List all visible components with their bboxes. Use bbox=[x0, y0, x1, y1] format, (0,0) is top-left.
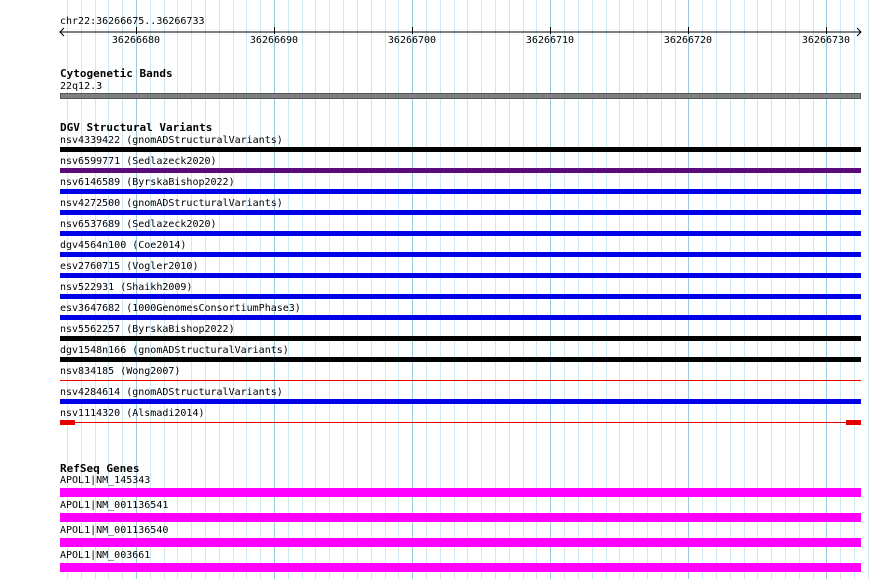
variant-bar[interactable] bbox=[60, 189, 861, 194]
variant-right-block[interactable] bbox=[846, 420, 861, 425]
variant-label[interactable]: esv2760715 (Vogler2010) bbox=[60, 261, 199, 272]
cytoband-track-title: Cytogenetic Bands bbox=[60, 67, 173, 80]
ruler-arrow-line bbox=[58, 27, 864, 37]
ruler-tick bbox=[550, 27, 551, 34]
variant-label[interactable]: nsv4272500 (gnomADStructuralVariants) bbox=[60, 198, 283, 209]
location-label: chr22:36266675..36266733 bbox=[60, 16, 205, 27]
variant-label[interactable]: nsv522931 (Shaikh2009) bbox=[60, 282, 193, 293]
variant-label[interactable]: nsv4284614 (gnomADStructuralVariants) bbox=[60, 387, 283, 398]
cytoband-bar[interactable] bbox=[60, 93, 861, 99]
gene-bar[interactable] bbox=[60, 488, 861, 497]
dgv-track-title: DGV Structural Variants bbox=[60, 121, 213, 134]
variant-label[interactable]: nsv6599771 (Sedlazeck2020) bbox=[60, 156, 217, 167]
ruler-tick-label: 36266710 bbox=[525, 35, 575, 46]
ruler-tick-label: 36266680 bbox=[111, 35, 161, 46]
gene-label[interactable]: APOL1|NM_001136541 bbox=[60, 500, 169, 511]
ruler-tick-label: 36266700 bbox=[387, 35, 437, 46]
variant-bar[interactable] bbox=[60, 399, 861, 404]
variant-bar[interactable] bbox=[60, 210, 861, 215]
ruler-tick-label: 36266730 bbox=[801, 35, 851, 46]
ruler-tick-label: 36266690 bbox=[249, 35, 299, 46]
variant-label[interactable]: nsv6537689 (Sedlazeck2020) bbox=[60, 219, 217, 230]
variant-bar[interactable] bbox=[60, 336, 861, 341]
variant-label[interactable]: dgv1548n166 (gnomADStructuralVariants) bbox=[60, 345, 289, 356]
refseq-track-title: RefSeq Genes bbox=[60, 462, 140, 475]
variant-label[interactable]: dgv4564n100 (Coe2014) bbox=[60, 240, 187, 251]
variant-left-block[interactable] bbox=[60, 420, 75, 425]
variant-bar[interactable] bbox=[60, 252, 861, 257]
variant-bar[interactable] bbox=[60, 273, 861, 278]
gene-label[interactable]: APOL1|NM_001136540 bbox=[60, 525, 169, 536]
variant-label[interactable]: nsv5562257 (ByrskaBishop2022) bbox=[60, 324, 235, 335]
ruler-tick bbox=[688, 27, 689, 34]
gene-bar[interactable] bbox=[60, 513, 861, 522]
gene-bar[interactable] bbox=[60, 538, 861, 547]
variant-label[interactable]: nsv834185 (Wong2007) bbox=[60, 366, 181, 377]
ruler-tick bbox=[412, 27, 413, 34]
variant-label[interactable]: esv3647682 (1000GenomesConsortiumPhase3) bbox=[60, 303, 301, 314]
variant-bar[interactable] bbox=[60, 357, 861, 362]
variant-span-line[interactable] bbox=[60, 422, 861, 423]
variant-span-line[interactable] bbox=[60, 380, 861, 381]
gene-bar[interactable] bbox=[60, 563, 861, 572]
ruler-tick bbox=[274, 27, 275, 34]
gene-label[interactable]: APOL1|NM_003661 bbox=[60, 550, 151, 561]
variant-bar[interactable] bbox=[60, 147, 861, 152]
cytoband-label[interactable]: 22q12.3 bbox=[60, 81, 103, 92]
ruler-tick bbox=[826, 27, 827, 34]
variant-bar[interactable] bbox=[60, 168, 861, 173]
variant-label[interactable]: nsv1114320 (Alsmadi2014) bbox=[60, 408, 205, 419]
ruler-tick bbox=[136, 27, 137, 34]
ruler-tick-label: 36266720 bbox=[663, 35, 713, 46]
variant-bar[interactable] bbox=[60, 294, 861, 299]
gene-label[interactable]: APOL1|NM_145343 bbox=[60, 475, 151, 486]
variant-label[interactable]: nsv4339422 (gnomADStructuralVariants) bbox=[60, 135, 283, 146]
variant-label[interactable]: nsv6146589 (ByrskaBishop2022) bbox=[60, 177, 235, 188]
variant-bar[interactable] bbox=[60, 231, 861, 236]
variant-bar[interactable] bbox=[60, 315, 861, 320]
gridline bbox=[868, 0, 869, 579]
